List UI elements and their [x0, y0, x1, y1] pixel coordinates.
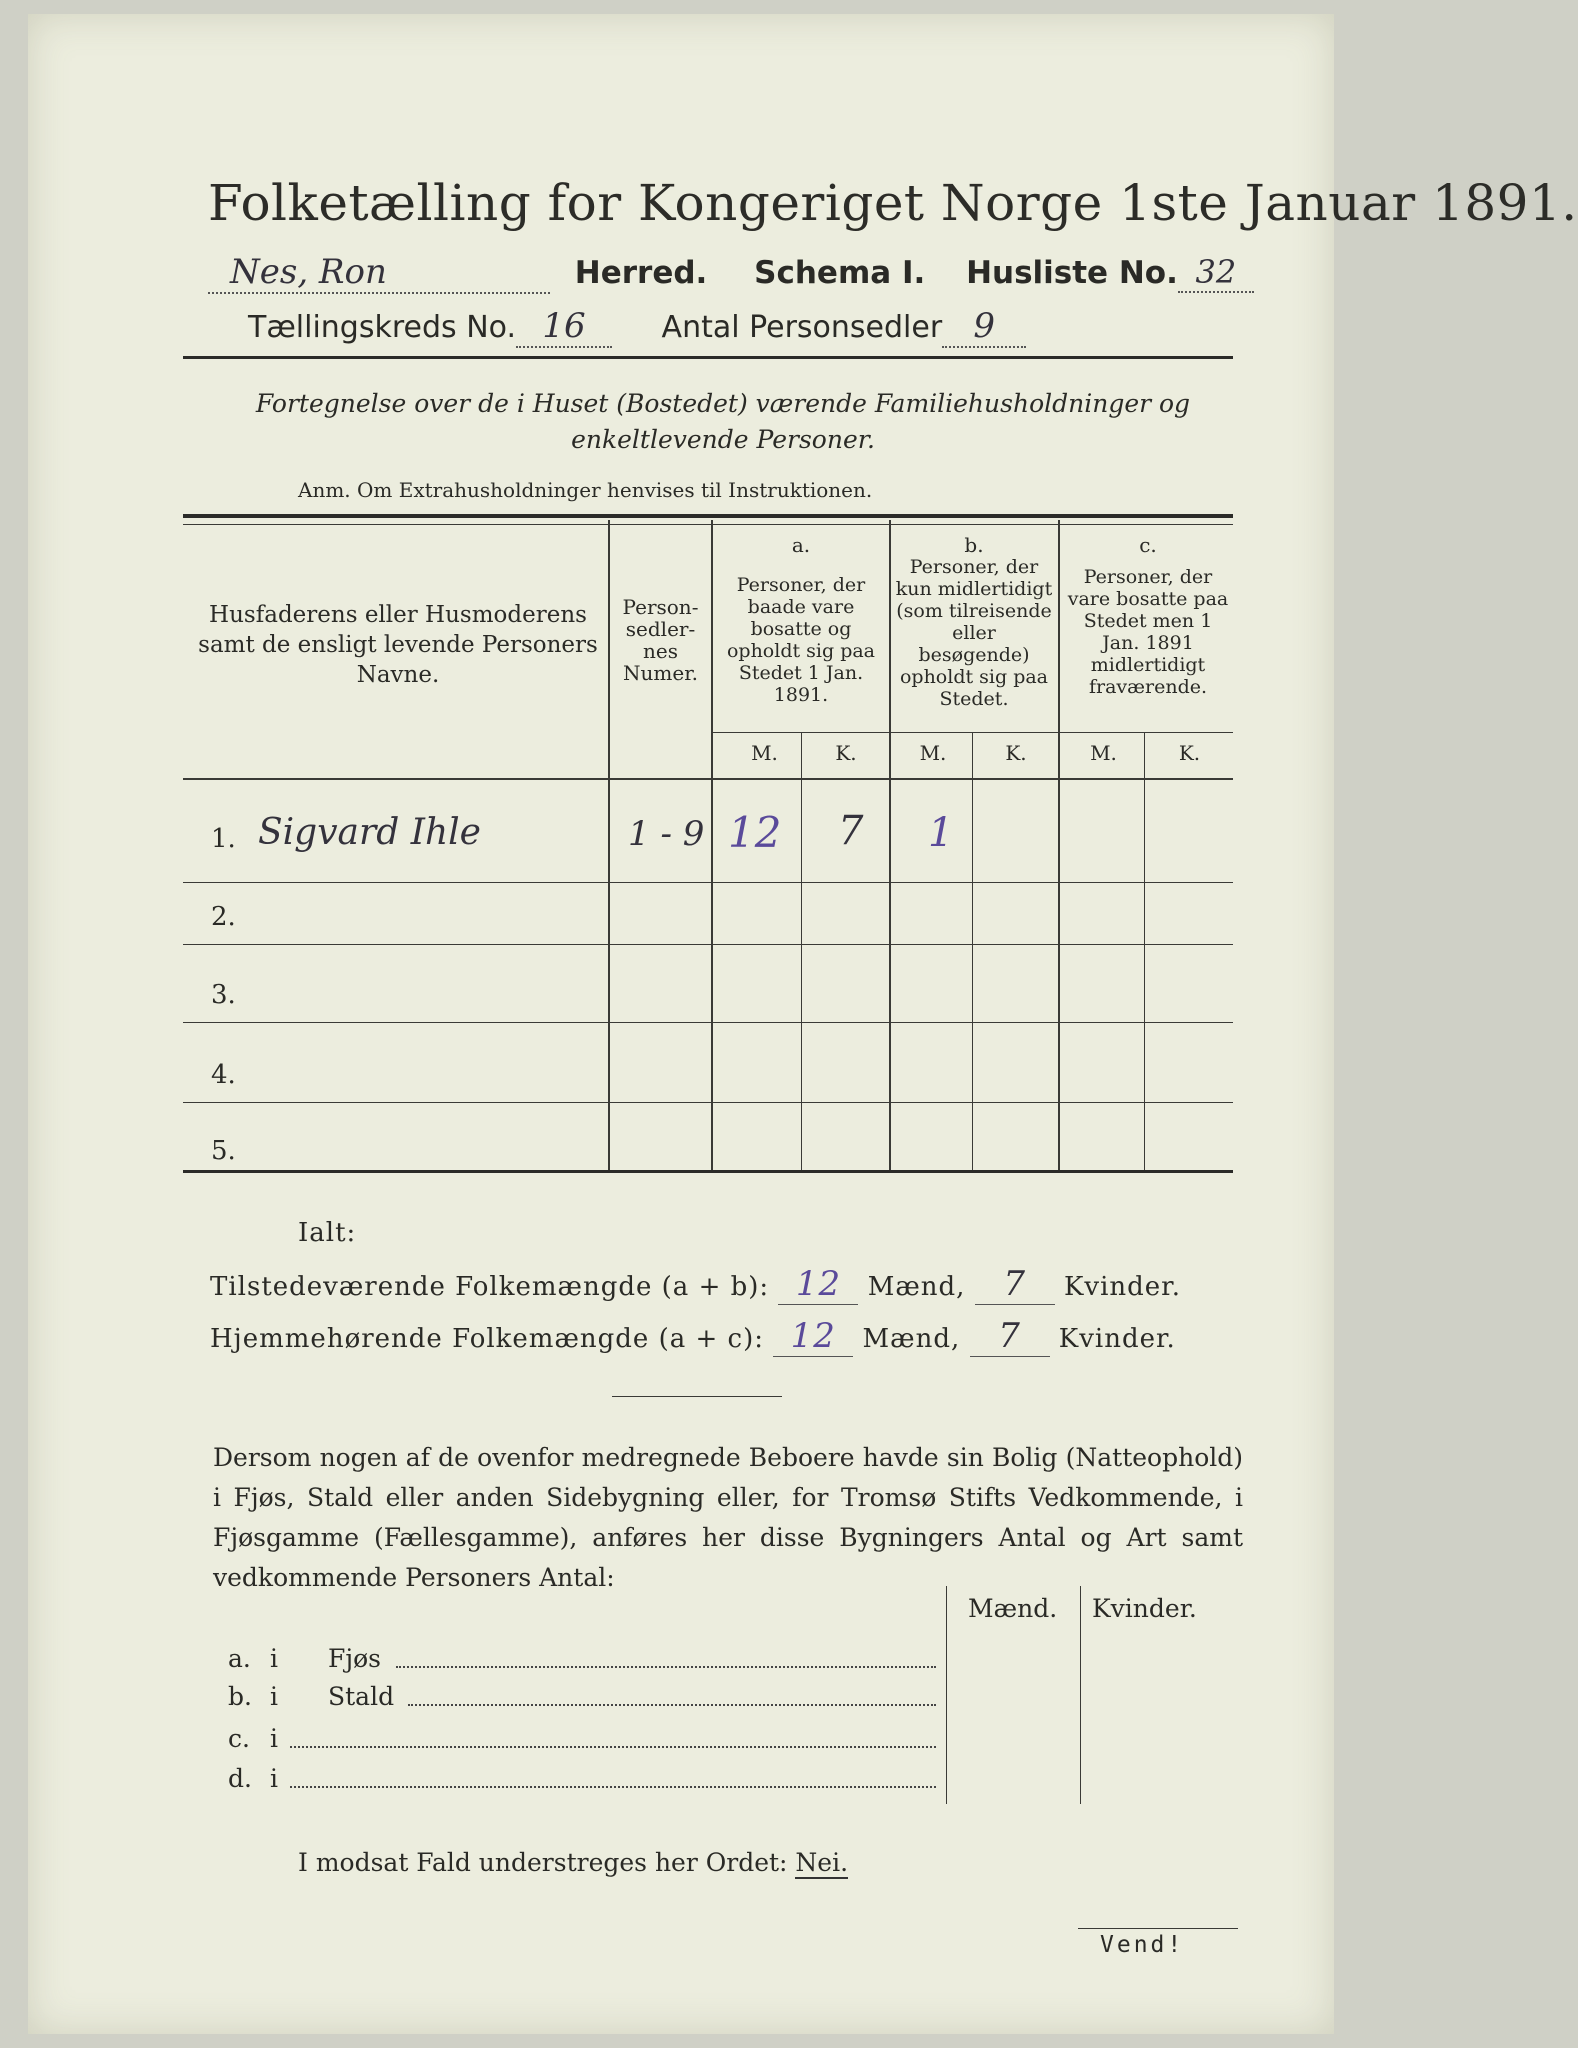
- kreds-label: Tællingskreds No.: [248, 310, 516, 345]
- table-vline: [1058, 520, 1060, 1170]
- anm-note: Anm. Om Extrahusholdninger henvises til Instruktionen.: [298, 478, 873, 502]
- tilsted-row: [210, 1264, 1181, 1305]
- census-form-sheet: [28, 14, 1578, 2034]
- header-bottom-rule: [183, 778, 1233, 780]
- col-a-header: Personer, der baade vare bosatte og opholdt sig paa Stedet 1 Jan. 1891.: [726, 574, 876, 706]
- modsat-row: [298, 1848, 848, 1877]
- buildings-kvinder-header: Kvinder.: [1092, 1594, 1197, 1623]
- col-numer-header: Person-sedler-nes Numer.: [622, 595, 699, 685]
- row-number: 3.: [211, 980, 236, 1010]
- buildings-dotline: [290, 1746, 936, 1748]
- col-c-k: K.: [1178, 741, 1201, 765]
- row-name: Sigvard Ihle: [258, 812, 481, 853]
- separator-short: [612, 1396, 782, 1397]
- row-rule: [183, 1102, 1233, 1103]
- col-a-m: M.: [751, 741, 778, 765]
- kreds-field: 16: [516, 306, 612, 348]
- buildings-letter: a.: [228, 1644, 251, 1673]
- buildings-vline: [1080, 1586, 1081, 1804]
- row-number: 5.: [211, 1136, 236, 1166]
- row-rule: [183, 944, 1233, 945]
- tilsted-m: 12: [778, 1264, 858, 1305]
- tilsted-kvinder: Kvinder.: [1063, 1272, 1182, 1302]
- kreds-row: [248, 306, 1026, 348]
- col-c-m: M.: [1090, 741, 1117, 765]
- row-a-m: 12: [728, 808, 782, 857]
- hjemme-label: Hjemmehørende Folkemængde (a + c):: [210, 1324, 764, 1354]
- table-top-rule-thin: [183, 524, 1233, 525]
- form-subtitle: Fortegnelse over de i Huset (Bostedet) værende Familiehusholdninger og enkeltlevende Personer.: [255, 389, 1191, 454]
- buildings-vline: [946, 1586, 947, 1804]
- husliste-label: Husliste No.: [966, 255, 1178, 291]
- tilsted-label: Tilstedeværende Folkemængde (a + b):: [210, 1272, 770, 1302]
- antal-label: Antal Personsedler: [661, 310, 943, 345]
- hjemme-maend: Mænd,: [862, 1324, 961, 1354]
- col-b-m: M.: [919, 741, 947, 765]
- hjemme-kvinder: Kvinder.: [1058, 1324, 1176, 1354]
- table-top-rule: [183, 514, 1233, 518]
- col-a-k: K.: [835, 741, 857, 765]
- row-number: 1.: [211, 824, 236, 854]
- col-c-header: Personer, der vare bosatte paa Stedet men 1 Jan. 1891 midlertidigt fraværende.: [1067, 566, 1229, 698]
- buildings-dotline: [408, 1704, 936, 1706]
- nei-word: Nei.: [795, 1848, 849, 1877]
- table-vline-mk: [801, 732, 802, 1170]
- row-number: 4.: [211, 1060, 236, 1090]
- mk-divider: [711, 732, 1233, 733]
- buildings-letter: c.: [228, 1724, 250, 1753]
- row-numer: 1 - 9: [628, 814, 705, 854]
- buildings-label: Fjøs: [328, 1644, 381, 1673]
- table-vline: [608, 520, 610, 1170]
- header-divider: [183, 356, 1233, 359]
- vend-label: Vend!: [1100, 1932, 1185, 1958]
- table-bottom-rule: [183, 1170, 1233, 1173]
- col-a-letter: a.: [791, 533, 811, 557]
- table-vline: [711, 520, 713, 1170]
- table-vline-mk: [1144, 732, 1145, 1170]
- hjemme-row: [210, 1316, 1176, 1357]
- row-a-k: 7: [838, 808, 864, 854]
- buildings-i: i: [270, 1644, 278, 1673]
- row-rule: [183, 1022, 1233, 1023]
- row-rule: [183, 882, 1233, 883]
- col-b-letter: b.: [964, 533, 984, 557]
- hjemme-k: 7: [970, 1316, 1050, 1357]
- buildings-paragraph: Dersom nogen af de ovenfor medregnede Beboere havde sin Bolig (Natteophold) i Fjøs, Stald eller anden Sidebygning eller, for Tromsø Stifts Vedkommende, i Fjøsgamme (Fællesgamme), anføres her disse Bygningers Antal og Art samt vedkommende Personers Antal:: [213, 1443, 1243, 1592]
- herred-row: [208, 252, 1254, 294]
- buildings-dotline: [396, 1666, 936, 1668]
- row-number: 2.: [211, 902, 236, 932]
- modsat-label: I modsat Fald understreges her Ordet:: [298, 1848, 788, 1877]
- col-b-header: Personer, der kun midlertidigt (som tilreisende eller besøgende) opholdt sig paa Stedet.: [895, 556, 1053, 710]
- vend-rule: [1078, 1928, 1238, 1929]
- husliste-field: 32: [1178, 253, 1254, 293]
- herred-label: Herred.: [574, 255, 708, 291]
- form-title: Folketælling for Kongeriget Norge 1ste Januar 1891.: [208, 174, 1578, 232]
- col-c-letter: c.: [1139, 533, 1157, 557]
- col-names-header: Husfaderens eller Husmoderens samt de ensligt levende Personers Navne.: [198, 602, 598, 688]
- col-b-k: K.: [1005, 741, 1027, 765]
- buildings-dotline: [290, 1786, 936, 1788]
- buildings-letter: d.: [228, 1764, 252, 1793]
- schema-label: Schema I.: [754, 255, 926, 291]
- tilsted-k: 7: [975, 1264, 1055, 1305]
- table-vline-mk: [972, 732, 973, 1170]
- ialt-label: Ialt:: [298, 1218, 357, 1248]
- row-b-m: 1: [928, 810, 954, 856]
- herred-field: Nes, Ron: [208, 252, 550, 294]
- hjemme-m: 12: [773, 1316, 853, 1357]
- buildings-letter: b.: [228, 1682, 252, 1711]
- table-vline: [889, 520, 891, 1170]
- buildings-i: i: [270, 1764, 278, 1793]
- tilsted-maend: Mænd,: [867, 1272, 966, 1302]
- buildings-maend-header: Mænd.: [968, 1594, 1058, 1623]
- buildings-i: i: [270, 1724, 278, 1753]
- antal-field: 9: [942, 306, 1026, 348]
- buildings-label: Stald: [328, 1682, 395, 1711]
- buildings-i: i: [270, 1682, 278, 1711]
